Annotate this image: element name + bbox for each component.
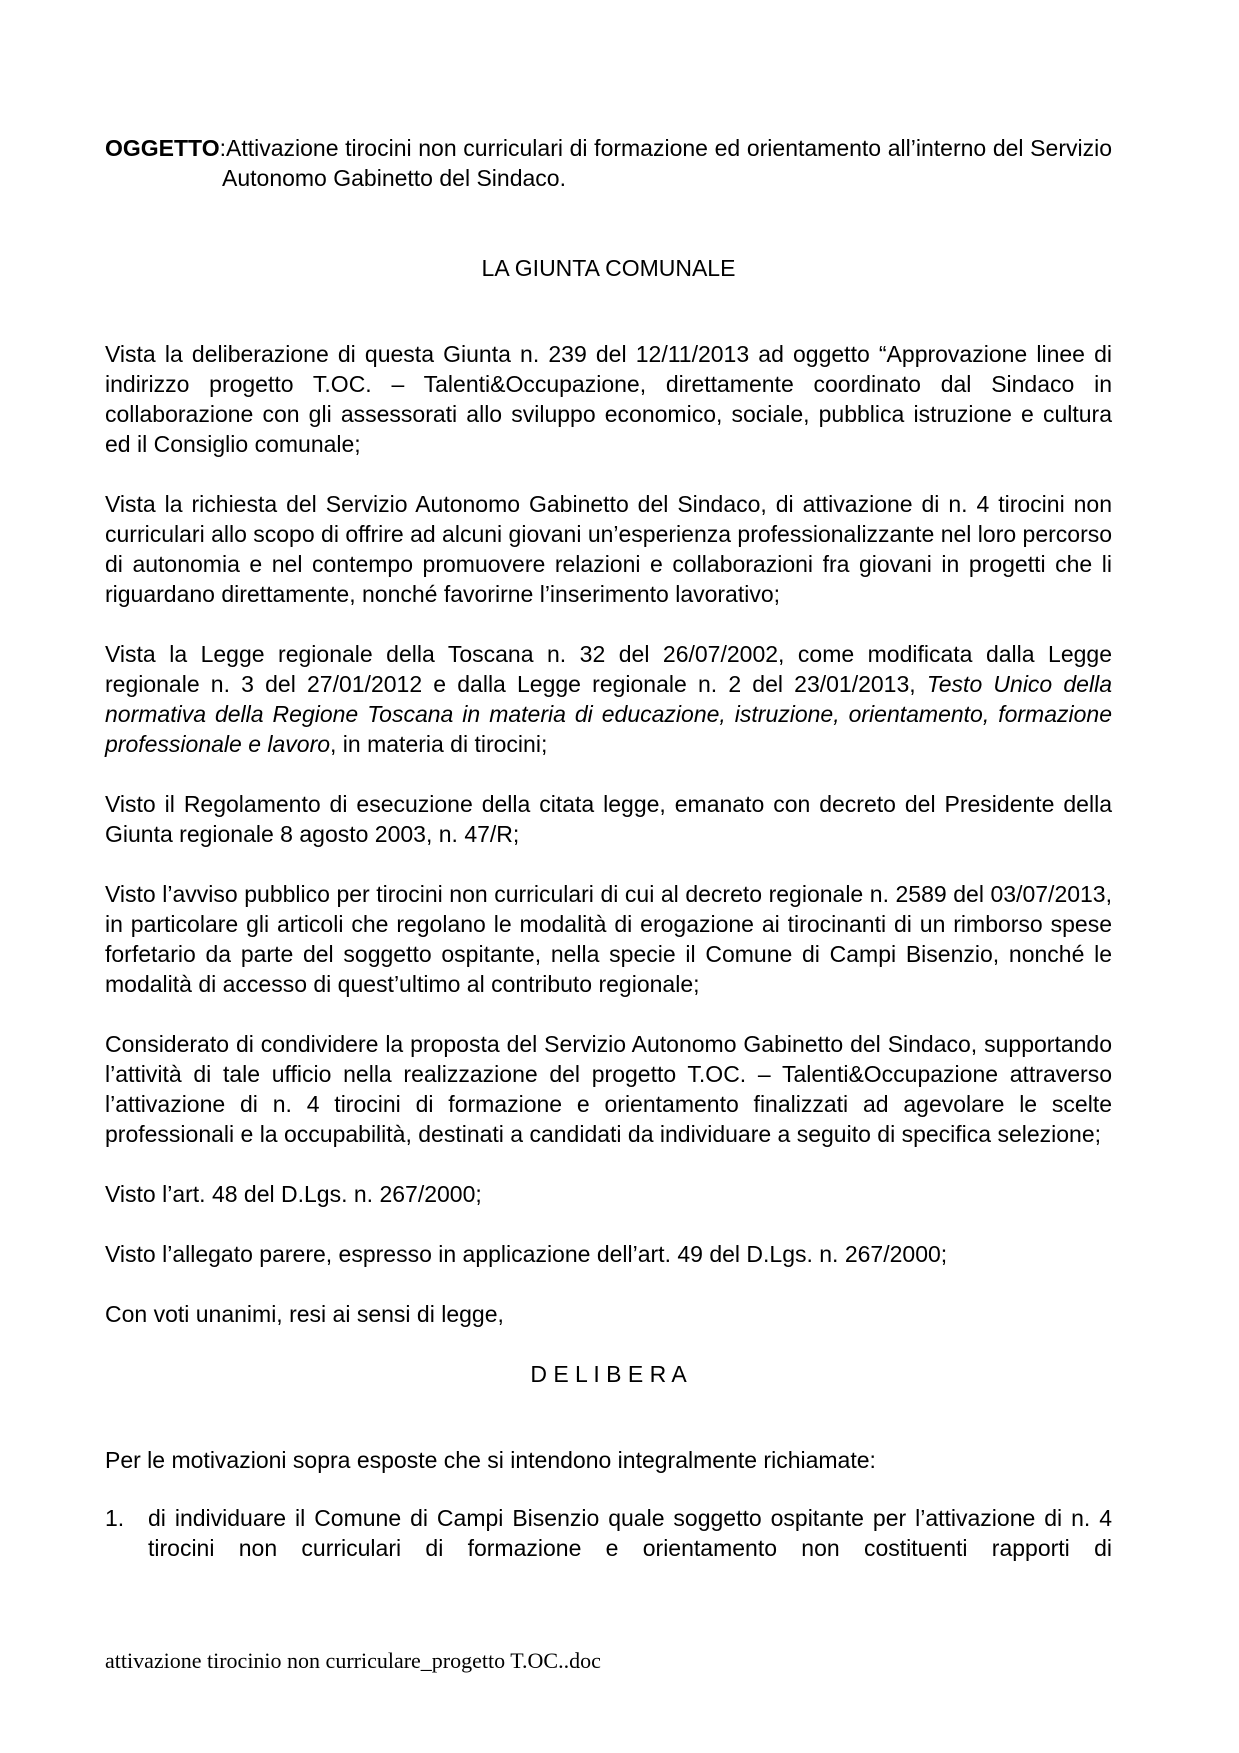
paragraph-segment: , in materia di tirocini; bbox=[330, 731, 548, 757]
footer-filename: attivazione tirocinio non curriculare_progetto T.OC..doc bbox=[105, 1648, 601, 1673]
subject-label: OGGETTO bbox=[105, 135, 220, 161]
paragraph-segment: Visto l’avviso pubblico per tirocini non curriculari di cui al decreto regionale n. 2589 del 03/07/2013, in particolare gli articoli che regolano le modalità di erogazione ai tirocinanti di un rimborso spese forfetario da parte del soggetto ospitante, nella specie il Comune di Campi Bisenzio, nonché le modalità di accesso di quest’ultimo al contributo regionale; bbox=[105, 881, 1112, 997]
paragraph-segment: Visto l’art. 48 del D.Lgs. n. 267/2000; bbox=[105, 1181, 482, 1207]
paragraph-segment: Visto il Regolamento di esecuzione della citata legge, emanato con decreto del Presidente della Giunta regionale 8 agosto 2003, n. 47/R; bbox=[105, 791, 1112, 847]
paragraph-segment: Vista la deliberazione di questa Giunta n. 239 del 12/11/2013 ad oggetto “Approvazione linee di indirizzo progetto T.OC. – Talenti&Occupazione, direttamente coordinato dal Sindaco in collaborazione con gli assessorati allo sviluppo economico, sociale, pubblica istruzione e cultura ed il Consiglio comunale; bbox=[105, 341, 1112, 457]
paragraph bbox=[105, 639, 1112, 759]
list-item-text: di individuare il Comune di Campi Bisenzio quale soggetto ospitante per l’attivazione di n. 4 tirocini non curriculari di formazione e orientamento non costituenti rapporti di bbox=[148, 1505, 1112, 1561]
list-item-number: 1. bbox=[105, 1505, 125, 1531]
paragraph-segment: Vista la Legge regionale della Toscana n. 32 del 26/07/2002, come modificata dalla Legge regionale n. 3 del 27/01/2012 e dalla Legge regionale n. 2 del 23/01/2013, bbox=[105, 641, 1112, 697]
list-item bbox=[105, 1503, 1112, 1563]
paragraph bbox=[105, 789, 1112, 849]
heading-giunta-comunale: LA GIUNTA COMUNALE bbox=[481, 255, 736, 281]
paragraph-segment: Considerato di condividere la proposta del Servizio Autonomo Gabinetto del Sindaco, supportando l’attività di tale ufficio nella realizzazione del progetto T.OC. – Talenti&Occupazione attraverso l’attivazione di n. 4 tirocini di formazione e orientamento finalizzati ad agevolare le scelte professionali e la occupabilità, destinati a candidati da individuare a seguito di specifica selezione; bbox=[105, 1031, 1112, 1147]
paragraph-segment: Visto l’allegato parere, espresso in applicazione dell’art. 49 del D.Lgs. n. 267/2000; bbox=[105, 1241, 948, 1267]
paragraph bbox=[105, 1239, 1112, 1269]
document-content bbox=[105, 133, 1112, 1593]
paragraph-italic-segment: Testo Unico della normativa della Regione Toscana in materia di educazione, istruzione, orientamento, formazione professionale e lavoro bbox=[105, 671, 1112, 757]
paragraphs-container bbox=[105, 339, 1112, 1329]
paragraph bbox=[105, 1299, 1112, 1329]
subject-block bbox=[105, 133, 1112, 193]
paragraph bbox=[105, 879, 1112, 999]
resolution-list bbox=[105, 1503, 1112, 1563]
paragraph-segment: Con voti unanimi, resi ai sensi di legge, bbox=[105, 1301, 504, 1327]
paragraph bbox=[105, 1029, 1112, 1149]
intro-line: Per le motivazioni sopra esposte che si intendono integralmente richiamate: bbox=[105, 1447, 876, 1473]
paragraph bbox=[105, 1179, 1112, 1209]
subject-text: :Attivazione tirocini non curriculari di formazione ed orientamento all’interno del Servizio Autonomo Gabinetto del Sindaco. bbox=[219, 135, 1112, 191]
paragraph-segment: Vista la richiesta del Servizio Autonomo Gabinetto del Sindaco, di attivazione di n. 4 tirocini non curriculari allo scopo di offrire ad alcuni giovani un’esperienza professionalizzante nel loro percorso di autonomia e nel contempo promuovere relazioni e collaborazioni fra giovani in progetti che li riguardano direttamente, nonché favorirne l’inserimento lavorativo; bbox=[105, 491, 1113, 607]
paragraph bbox=[105, 339, 1112, 459]
heading-delibera: D E L I B E R A bbox=[530, 1361, 687, 1387]
paragraph bbox=[105, 489, 1112, 609]
